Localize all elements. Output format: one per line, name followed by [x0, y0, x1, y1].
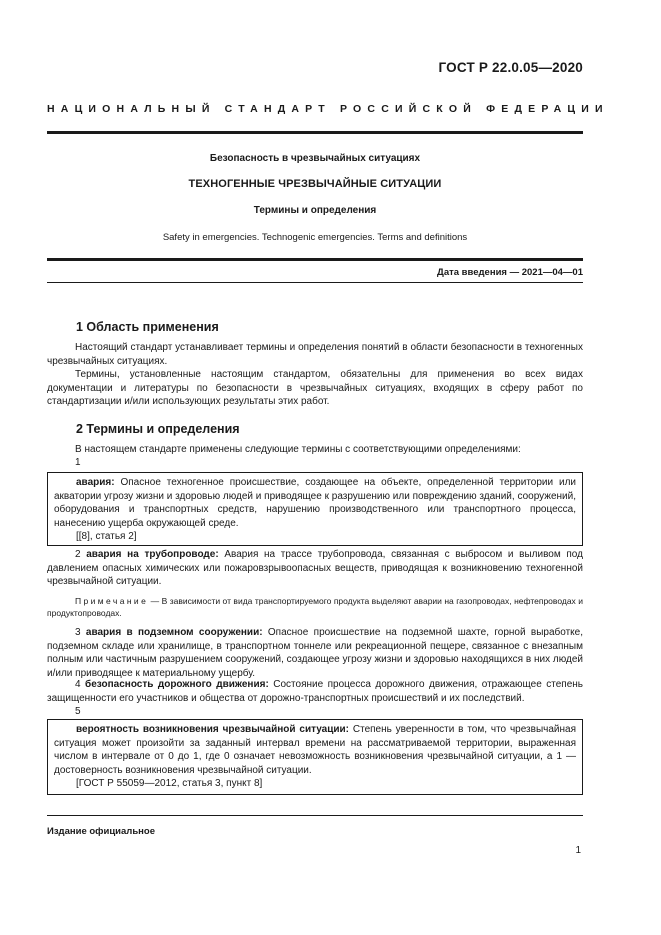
term-3-number: 3 — [75, 627, 81, 638]
term-1-text — [54, 476, 576, 530]
term-3-text — [47, 626, 583, 680]
title-divider — [47, 258, 583, 261]
footer-divider — [47, 815, 583, 816]
term-5-source: [ГОСТ Р 55059—2012, статья 3, пункт 8] — [76, 778, 263, 790]
term-1-source: [[8], статья 2] — [76, 531, 137, 543]
section-2-intro: В настоящем стандарте применены следующие термины с соответствующими определениями: — [75, 444, 521, 455]
term-2-text — [47, 548, 583, 589]
section-1-paragraph-2: Термины, установленные настоящим стандартом, обязательны для применения во всех видах документации и литературы по безопасности в чрезвычайных ситуациях, входящих в сферу работ по стандартизации и/или использующих результаты этих работ. — [47, 369, 583, 408]
standard-title: ТЕХНОГЕННЫЕ ЧРЕЗВЫЧАЙНЫЕ СИТУАЦИИ — [188, 178, 442, 190]
term-1-box — [47, 472, 583, 546]
edition-label: Издание официальное — [47, 826, 155, 837]
term-4-name: безопасность дорожного движения: — [85, 679, 269, 690]
national-standard-heading: НАЦИОНАЛЬНЫЙ СТАНДАРТ РОССИЙСКОЙ ФЕДЕРАЦИИ — [47, 103, 609, 115]
term-4-text — [47, 678, 583, 705]
term-2-number: 2 — [75, 549, 81, 560]
term-5-number: 5 — [75, 706, 81, 717]
term-5-text — [54, 723, 576, 777]
term-5-definition: Степень уверенности в том, что чрезвычайная ситуация может произойти за заданный интервал времени на рассматриваемой территории, выраженная числом в интервале от 0 до 1, где 0 означает невозможность возникновения чрезвычайной ситуации, а 1 — достоверность возникновения чрезвычайной ситуации. — [54, 724, 577, 776]
term-5-name: вероятность возникновения чрезвычайной ситуации: — [76, 724, 350, 735]
section-1-paragraph-1: Настоящий стандарт устанавливает термины и определения понятий в области безопасности в техногенных чрезвычайных ситуациях. — [47, 342, 583, 367]
section-2-heading: 2 Термины и определения — [76, 422, 240, 436]
english-title: Safety in emergencies. Technogenic emergencies. Terms and definitions — [162, 232, 468, 243]
page-number: 1 — [575, 845, 581, 856]
term-4-definition: Состояние процесса дорожного движения, отражающее степень защищенности его участников и общества от дорожно-транспортных происшествий и их последствий. — [47, 679, 583, 704]
term-1-name: авария: — [76, 477, 115, 488]
note-body: — В зависимости от вида транспортируемого продукта выделяют аварии на газопроводах, нефтепроводах и продуктопроводах. — [47, 596, 583, 618]
term-3-definition: Опасное происшествие на подземной шахте, горной выработке, подземном складе или хранилище, в транспортном тоннеле или рекреационной пещере, связанное с внезапным полным или частичным разрушением сооружений, создающее угрозу жизни и здоровью находящихся в них людей и/или приводящее к материальному ущербу. — [47, 627, 584, 679]
term-1-definition: Опасное техногенное происшествие, создающее на объекте, определенной территории или акватории угрозу жизни и здоровью людей и приводящее к разрушению или повреждению зданий, сооружений, оборудования и транспортных средств, нарушению производственного или транспортного процесса, нанесению ущерба окружающей среде. — [54, 477, 576, 529]
standard-series: Безопасность в чрезвычайных ситуациях — [209, 153, 421, 164]
term-5-box — [47, 719, 583, 795]
introduction-date: Дата введения — 2021—04—01 — [437, 267, 583, 278]
term-4-number: 4 — [75, 679, 81, 690]
term-1-number: 1 — [75, 457, 81, 468]
section-1-heading: 1 Область применения — [76, 320, 219, 334]
header-divider — [47, 131, 583, 134]
term-2-name: авария на трубопроводе: — [86, 549, 219, 560]
standard-subtitle: Термины и определения — [253, 205, 377, 216]
document-number: ГОСТ Р 22.0.05—2020 — [438, 60, 583, 75]
note-label: Примечание — [75, 596, 149, 606]
term-2-definition: Авария на трассе трубопровода, связанная с выбросом и выливом под давлением опасных химических или пожаровзрывоопасных веществ, приводящая к возникновению техногенной чрезвычайной ситуации. — [47, 549, 583, 588]
term-3-name: авария в подземном сооружении: — [85, 627, 263, 638]
note-text — [47, 595, 583, 619]
date-divider — [47, 282, 583, 283]
